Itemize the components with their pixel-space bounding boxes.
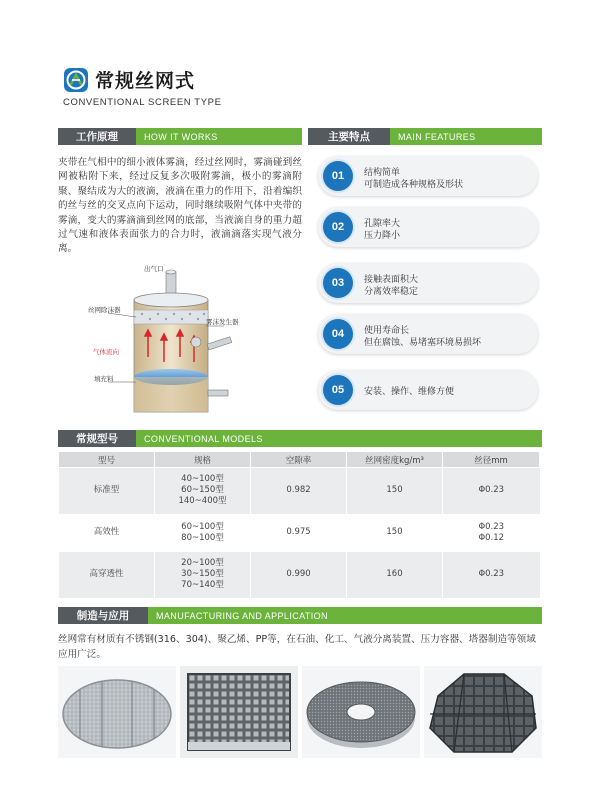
column-header: 空隙率 [251, 452, 347, 468]
feature-line2: 分离效率稳定 [364, 287, 419, 297]
manufacturing-paragraph: 丝网常有材质有不锈钢(316、304)、聚乙烯、PP等，在石油、化工、气液分离装置、压力容器、塔器制造等领域应用广泛。 [58, 634, 536, 660]
cell-type: 标准型 [59, 468, 155, 514]
section-header-how-it-works [58, 128, 302, 145]
cell-density: 150 [347, 514, 443, 552]
label-gas-flow: 气体流向 [93, 348, 119, 356]
feature-number-badge: 03 [323, 268, 353, 298]
feature-line1: 安装、操作、维修方便 [364, 387, 455, 397]
section-header-main-features [308, 128, 542, 145]
feature-item [318, 263, 538, 303]
feature-number-badge: 02 [323, 212, 353, 242]
feature-item [318, 314, 538, 354]
product-photo-round-mesh-pad [58, 666, 176, 758]
spec-line: 60~100型 [181, 521, 224, 532]
label-mist-generator: 雾沫发生器 [206, 318, 239, 326]
column-header: 规格 [155, 452, 251, 468]
cell-porosity: 0.990 [251, 552, 347, 598]
diameter-line: Φ0.12 [478, 532, 505, 543]
feature-line1: 接触表面积大 [364, 275, 419, 285]
cell-porosity: 0.975 [251, 514, 347, 552]
cell-diameter [443, 468, 540, 514]
diameter-line: Φ0.23 [478, 485, 505, 496]
diameter-line: Φ0.23 [478, 569, 505, 579]
feature-line1: 结构简单 [364, 168, 401, 178]
page-subtitle: CONVENTIONAL SCREEN TYPE [63, 97, 222, 108]
table-row [59, 552, 540, 598]
cell-spec [155, 552, 251, 598]
table-row [59, 468, 540, 514]
feature-line2: 可制造成各种规格及形状 [364, 180, 464, 190]
label-packing: 填充料 [94, 375, 114, 383]
spec-line: 60~150型 [181, 485, 224, 496]
feature-item [318, 156, 538, 196]
spec-line: 70~140型 [181, 580, 224, 590]
table-header-row [59, 452, 540, 468]
feature-line2: 但在腐蚀、易堵塞环境易损坏 [364, 338, 482, 348]
product-photo-large-mesh-pad [424, 666, 542, 758]
section-title-cn: 工作原理 [58, 128, 136, 145]
section-title-cn: 制造与应用 [58, 607, 148, 624]
column-header: 丝网密度kg/m³ [347, 452, 443, 468]
section-title-en: MAIN FEATURES [390, 128, 542, 145]
cell-porosity: 0.982 [251, 468, 347, 514]
feature-item [318, 370, 538, 410]
column-header: 丝径mm [443, 452, 540, 468]
product-photo-square-mesh-pad [180, 666, 298, 758]
label-outlet: 出气口 [144, 265, 164, 273]
section-title-cn: 主要特点 [308, 128, 390, 145]
cell-density: 160 [347, 552, 443, 598]
feature-number-badge: 04 [323, 319, 353, 349]
cell-type: 高穿透性 [59, 552, 155, 598]
label-mesh-demister: 丝网除沫器 [88, 306, 121, 314]
column-header: 型号 [59, 452, 155, 468]
cell-density: 150 [347, 468, 443, 514]
feature-line1: 孔隙率大 [364, 219, 401, 229]
diameter-line: Φ0.23 [478, 521, 505, 532]
section-title-cn: 常规型号 [58, 430, 136, 447]
feature-line1: 使用寿命长 [364, 326, 410, 336]
cell-type: 高效性 [59, 514, 155, 552]
spec-line: 20~100型 [181, 558, 224, 568]
how-it-works-paragraph: 夹带在气相中的细小液体雾滴，经过丝网时，雾滴碰到丝网被粘附下来，经过反复多次吸附雾滴，极小的雾滴附聚、聚结成为大的液滴，液滴在重力的作用下，沿着编织的丝与丝的交叉点向下运动，同时继续吸附气体中夹带的雾滴，变大的雾滴滴到丝网的底部，当液滴自身的重力超过气速和液体表面张力的合力时，液滴滴落实现气液分离。 [58, 157, 302, 255]
section-header-manufacturing [58, 607, 542, 624]
cell-diameter [443, 514, 540, 552]
company-logo-icon [63, 67, 89, 93]
spec-line: 30~150型 [181, 569, 224, 579]
page-title: 常规丝网式 [95, 70, 196, 92]
section-title-en: MANUFACTURING AND APPLICATION [148, 607, 542, 624]
demister-diagram [84, 262, 254, 422]
product-photo-annular-mesh-pad [302, 666, 420, 758]
spec-line: 40~100型 [181, 474, 224, 485]
spec-line: 80~100型 [181, 532, 224, 543]
feature-item [318, 207, 538, 247]
cell-diameter [443, 552, 540, 598]
section-title-en: HOW IT WORKS [136, 128, 302, 145]
feature-number-badge: 05 [323, 375, 353, 405]
section-header-models [58, 430, 542, 447]
table-row [59, 514, 540, 552]
section-title-en: CONVENTIONAL MODELS [136, 430, 542, 447]
cell-spec [155, 468, 251, 514]
feature-line2: 压力降小 [364, 231, 401, 241]
cell-spec [155, 514, 251, 552]
spec-line: 140~400型 [178, 496, 227, 507]
models-table [58, 451, 540, 598]
feature-number-badge: 01 [323, 161, 353, 191]
